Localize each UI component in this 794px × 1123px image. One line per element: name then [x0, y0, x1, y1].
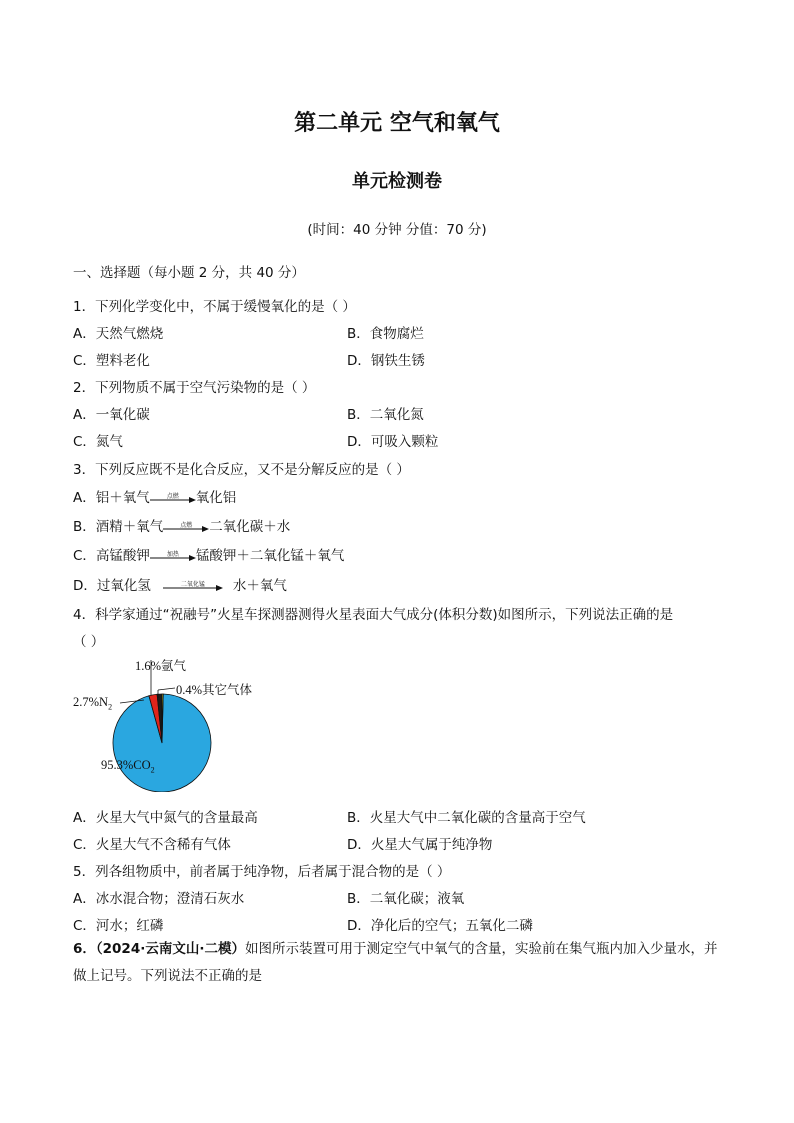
question-3-stem: 3．下列反应既不是化合反应，又不是分解反应的是（ ）: [73, 462, 410, 478]
question-4-paren: （ ）: [73, 634, 105, 650]
pie-label-other: 0.4%其它气体: [176, 683, 253, 697]
question-6-stem: 6．（2024·云南文山·二模）如图所示装置可用于测定空气中氧气的含量，实验前在集气瓶内加入少量水，并做上记号。下列说法不正确的是: [73, 941, 718, 984]
question-3-option-b: B．酒精＋氧气 点燃 二氧化碳＋水: [73, 519, 291, 535]
question-5-option-b: B．二氧化碳；液氧: [347, 891, 465, 907]
reaction-arrow: [150, 551, 196, 561]
question-2-option-c: C．氮气: [73, 434, 123, 450]
question-3-option-d: D．过氧化氢 二氧化锰 水＋氧气: [73, 578, 287, 594]
question-4-option-c: C．火星大气不含稀有气体: [73, 837, 231, 853]
question-1-option-a: A．天然气燃烧: [73, 326, 164, 342]
question-1-option-b: B．食物腐烂: [347, 326, 424, 342]
reaction-condition: 点燃: [166, 493, 179, 500]
page-title: 第二单元 空气和氧气: [294, 111, 500, 136]
question-4-option-d: D．火星大气属于纯净物: [347, 837, 493, 853]
question-1-option-c: C．塑料老化: [73, 353, 150, 369]
question-3-option-a: A．铝＋氧气 点燃 氧化铝: [73, 490, 237, 506]
question-3-option-c: C．高锰酸钾 加热 锰酸钾＋二氧化锰＋氧气: [73, 548, 345, 564]
question-4-option-a: A．火星大气中氮气的含量最高: [73, 810, 258, 826]
question-4-stem: 4．科学家通过“祝融号”火星车探测器测得火星表面大气成分(体积分数)如图所示，下列说法正确的是: [73, 607, 674, 623]
pie-label-n2: $2.7\%N_2$: [73, 695, 113, 712]
question-5-option-a: A．冰水混合物；澄清石灰水: [73, 891, 245, 907]
reaction-arrow: [150, 493, 196, 503]
pie-label-co2: $95.3\%CO_2$: [101, 758, 155, 775]
question-5-option-d: D．净化后的空气；五氧化二磷: [347, 918, 533, 934]
question-5-stem: 5．列各组物质中，前者属于纯净物，后者属于混合物的是（ ）: [73, 864, 451, 880]
question-5-option-c: C．河水；红磷: [73, 918, 164, 934]
page-subtitle: 单元检测卷: [352, 171, 442, 192]
reaction-arrow: [163, 522, 209, 532]
reaction-condition: 点燃: [180, 522, 193, 529]
question-1-stem: 1．下列化学变化中，不属于缓慢氧化的是（ ）: [73, 299, 356, 315]
question-2-option-a: A．一氧化碳: [73, 407, 150, 423]
question-1-option-d: D．钢铁生锈: [347, 353, 425, 369]
section-heading: 一、选择题（每小题 2 分，共 40 分）: [73, 265, 305, 281]
question-2-option-b: B．二氧化氮: [347, 407, 424, 423]
pie-label-argon: 1.6%氩气: [135, 659, 187, 673]
reaction-arrow: [163, 581, 223, 591]
question-2-stem: 2．下列物质不属于空气污染物的是（ ）: [73, 380, 316, 396]
reaction-condition: 二氧化锰: [180, 581, 205, 588]
reaction-condition: 加热: [166, 551, 179, 558]
question-2-option-d: D．可吸入颗粒: [347, 434, 439, 450]
question-4-option-b: B．火星大气中二氧化碳的含量高于空气: [347, 810, 586, 826]
exam-meta: (时间：40 分钟 分值：70 分): [307, 222, 487, 238]
